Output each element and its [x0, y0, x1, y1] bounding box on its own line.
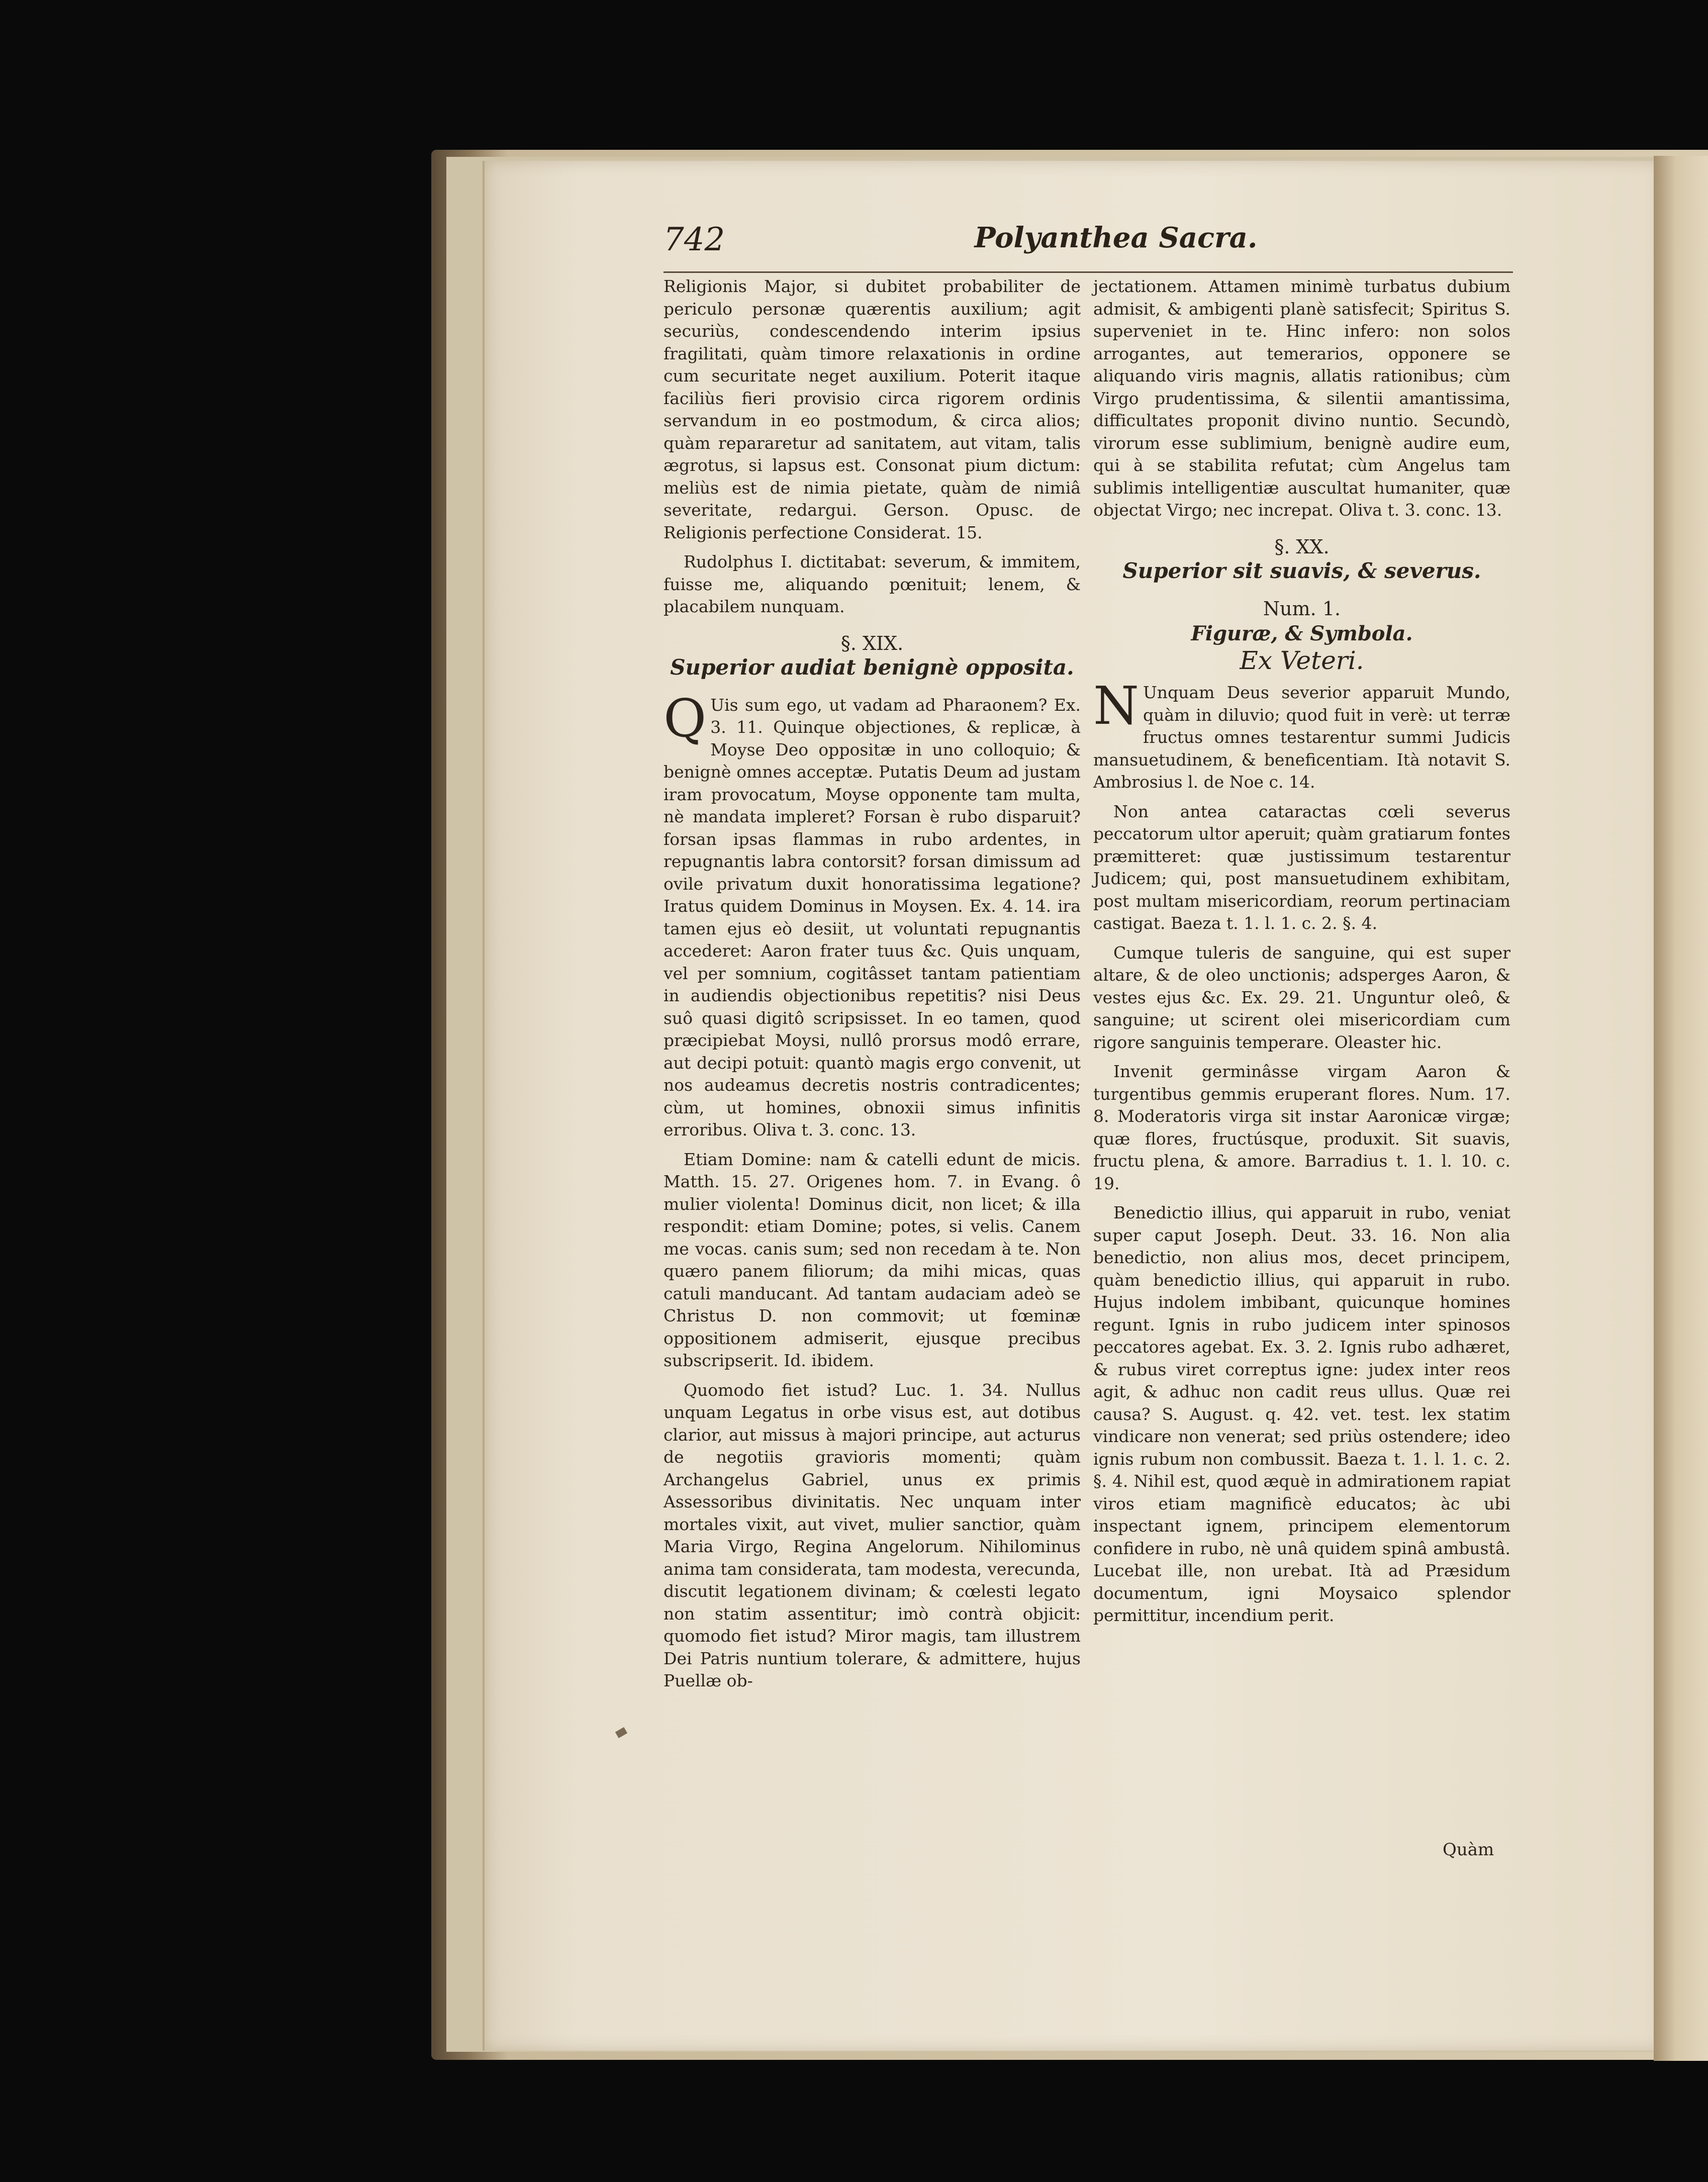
facing-page-edge: [1654, 156, 1708, 2061]
paragraph: [663, 687, 1081, 1142]
subsection-heading: Ex Veteri.: [1240, 645, 1364, 675]
paragraph-text: Unquam Deus severior apparuit Mundo, quàm in diluvio; quod fuit in verè: ut terræ fructus omnes testarentur summi Judicis mansuetudinem, & beneficentiam. Ità notavit S. Ambrosius l. de Noe c. 14.: [1093, 683, 1510, 792]
paragraph: Benedictio illius, qui apparuit in rubo, veniat super caput Joseph. Deut. 33. 16. Non alia benedictio, non alius mos, decet principem, quàm benedictio illius, qui apparuit in rubo. Hujus indolem imbibant, quicunque homines regunt. Ignis in rubo judicem inter spinosos peccatores agebat. Ex. 3. 2. Ignis rubo adhæret, & rubus viret correptus igne: judex inter reos agit, & adhuc non cadit reus ullus. Quæ rei causa? S. August. q. 42. vet. test. lex statim vindicare non venerat; sed priùs ostendere; ideo ignis rubum non combussit. Baeza t. 1. l. 1. c. 2. §. 4. Nihil est, quod æquè in admirationem rapiat viros etiam magnificè educatos; àc ubi inspectant ignem, principem elementorum confidere in rubo, nè unâ quidem spinâ ambustâ. Lucebat ille, non urebat. Ità ad Præsidum documentum, igni Moysaico splendor permittitur, incendium perit.: [1093, 1203, 1510, 1625]
paragraph: [1093, 675, 1510, 794]
paragraph: Religionis Major, si dubitet probabiliter de periculo personæ quærentis auxilium; agit securiùs, condescendendo interim ipsius fragilitati, quàm timore relaxationis in ordine cum securitate neget auxilium. Poterit itaque faciliùs fieri provisio circa rigorem ordinis servandum in eo postmodum, & circa alios; quàm repararetur ad sanitatem, aut vitam, talis ægrotus, si lapsus est. Consonat pium dictum: meliùs est de nimia pietate, quàm de nimiâ severitate, redargui. Gerson. Opusc. de Religionis perfectione Considerat. 15.: [663, 276, 1081, 542]
catchword: Quàm: [1443, 1840, 1494, 1860]
section-number: §. XIX.: [840, 632, 904, 654]
header-rule: [663, 271, 1513, 273]
drop-cap: Q: [663, 687, 707, 749]
section-title: Superior sit suavis, & severus.: [1122, 558, 1481, 583]
running-title: Polyanthea Sacra.: [974, 221, 1258, 254]
left-column: [663, 275, 1081, 1699]
paragraph: jectationem. Attamen minimè turbatus dubium admisit, & ambigenti planè satisfecit; Spiritus S. superveniet in te. Hinc infero: non solos arrogantes, aut temerarios, opponere se aliquando viris magnis, allatis rationibus; cùm Virgo prudentissima, & silentii amantissima, difficultates proponit divino nuntio. Secundò, virorum esse sublimium, benignè audire eum, qui à se stabilita refutat; cùm Angelus tam sublimis intelligentiæ auscultat humaniter, quæ objectat Virgo; nec increpat. Oliva t. 3. conc. 13.: [1093, 276, 1510, 520]
section-title: Superior audiat benignè opposita.: [670, 655, 1074, 680]
page-number: 742: [663, 221, 725, 258]
page-header: [663, 221, 1528, 266]
section-number: §. XX.: [1274, 535, 1330, 558]
right-column: [1093, 275, 1510, 1634]
paragraph: Quomodo fiet istud? Luc. 1. 34. Nullus unquam Legatus in orbe visus est, aut dotibus clarior, aut missus à majori principe, aut acturus de negotiis gravioris momenti; quàm Archangelus Gabriel, unus ex primis Assessoribus divinitatis. Nec unquam inter mortales vixit, aut vivet, mulier sanctior, quàm Maria Virgo, Regina Angelorum. Nihilominus anima tam considerata, tam modesta, verecunda, discutit legationem divinam; & cœlesti legato non statim assentitur; imò contrà objicit: quomodo fiet istud? Miror magis, tam illustrem Dei Patris nuntium tolerare, & admittere, hujus Puellæ ob-: [663, 1380, 1081, 1690]
subsection-title: Figuræ, & Symbola.: [1191, 622, 1413, 645]
paragraph: Non antea cataractas cœli severus peccatorum ultor aperuit; quàm gratiarum fontes præmitteret: quæ justissimum testarentur Judicem; qui, post mansuetudinem exhibitam, post multam misericordiam, reorum pertinaciam castigat. Baeza t. 1. l. 1. c. 2. §. 4.: [1093, 801, 1510, 933]
paragraph: Etiam Domine: nam & catelli edunt de micis. Matth. 15. 27. Origenes hom. 7. in Evang. ô mulier violenta! Dominus dicit, non licet; & illa respondit: etiam Domine; potes, si velis. Canem me vocas. canis sum; sed non recedam à te. Non quæro panem filiorum; da mihi micas, quas catuli manducant. Ad tantam audaciam adeò se Christus D. non commovit; ut fœminæ oppositionem admiserit, ejusque precibus subscripserit. Id. ibidem.: [663, 1149, 1081, 1370]
drop-cap: N: [1093, 675, 1139, 736]
subsection-number: Num. 1.: [1263, 597, 1341, 620]
paragraph-text: Uis sum ego, ut vadam ad Pharaonem? Ex. 3. 11. Quinque objectiones, & replicæ, à Moyse Deo oppositæ in uno colloquio; & benignè omnes acceptæ. Putatis Deum ad justam iram provocatum, Moyse opponente tam multa, nè mandata impleret? Forsan è rubo disparuit? forsan ipsas flammas in rubo ardentes, in repugnantis labra contorsit? forsan dimissum ad ovile privatum duxit honoratissima legatione? Iratus quidem Dominus in Moysen. Ex. 4. 14. ira tamen ejus eò desiit, ut voluntati repugnantis accederet: Aaron frater tuus &c. Quis unquam, vel per somnium, cogitâsset tantam patientiam in audiendis objectionibus repetitis? nisi Deus suô quasi digitô scripsisset. In eo tamen, quod præcipiebat Moysi, nullô prorsus modô errare, aut decipi potuit: quantò magis ergo convenit, ut nos audeamus decretis nostris contradicentes; cùm, ut homines, obnoxii simus infinitis erroribus. Oliva t. 3. conc. 13.: [663, 695, 1081, 1140]
paragraph: Rudolphus I. dictitabat: severum, & immitem, fuisse me, aliquando pœnituit; lenem, & placabilem nunquam.: [663, 552, 1081, 616]
paragraph: Cumque tuleris de sanguine, qui est super altare, & de oleo unctionis; adsperges Aaron, & vestes ejus &c. Ex. 29. 21. Unguntur oleô, & sanguine; ut scirent olei misericordiam cum rigore sanguinis temperare. Oleaster hic.: [1093, 942, 1510, 1052]
paragraph: Invenit germinâsse virgam Aaron & turgentibus gemmis eruperant flores. Num. 17. 8. Moderatoris virga sit instar Aaronicæ virgæ; quæ flores, fructúsque, produxit. Sit suavis, fructu plena, & amore. Barradius t. 1. l. 10. c. 19.: [1093, 1062, 1510, 1193]
